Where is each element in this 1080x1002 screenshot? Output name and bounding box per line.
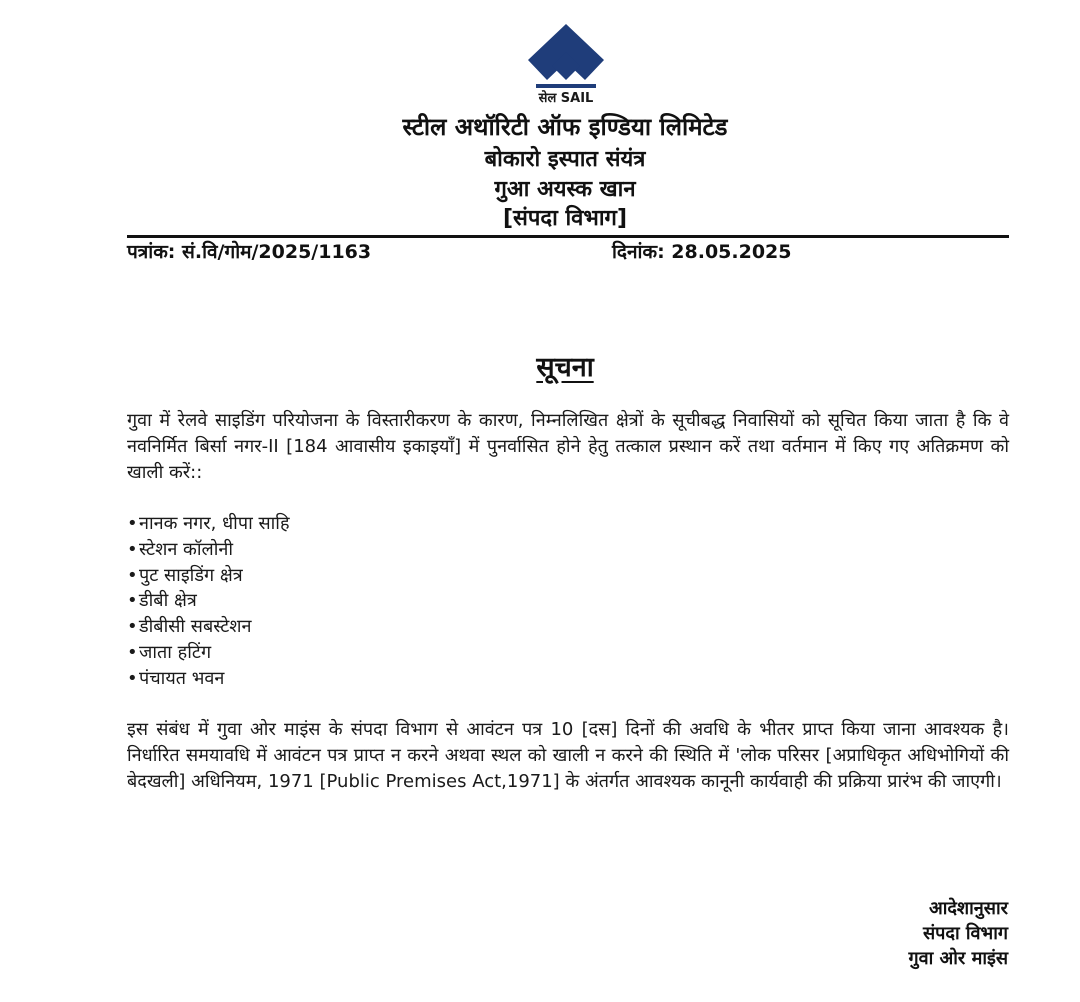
- department-name: [संपदा विभाग]: [503, 206, 627, 231]
- notice-intro-paragraph: गुवा में रेलवे साइडिंग परियोजना के विस्तारीकरण के कारण, निम्नलिखित क्षेत्रों के सूचीबद्ध निवासियों को सूचित किया जाता है कि वे नवनिर्मित बिर्सा नगर-II [184 आवासीय इकाइयाँ] में पुनर्वासित होने हेतु तत्काल प्रस्थान करें तथा वर्तमान में किए गए अतिक्रमण को खाली करें::: [127, 410, 1009, 483]
- signature-mines: गुवा ओर माइंस: [908, 948, 1008, 969]
- bullet-icon: •: [127, 538, 138, 560]
- letter-date: दिनांक: 28.05.2025: [612, 241, 792, 263]
- logo-caption: सेल SAIL: [538, 91, 594, 106]
- list-item: [127, 640, 290, 666]
- sail-logo-icon: [528, 22, 604, 90]
- bullet-icon: •: [127, 616, 138, 638]
- plant-name: बोकारो इस्पात संयंत्र: [484, 147, 646, 172]
- signature-order: आदेशानुसार: [928, 898, 1008, 919]
- area-name: स्टेशन कॉलोनी: [139, 538, 234, 560]
- notice-body-paragraph: इस संबंध में गुवा ओर माइंस के संपदा विभाग से आवंटन पत्र 10 [दस] दिनों की अवधि के भीतर प्राप्त किया जाना आवश्यक है। निर्धारित समयावधि में आवंटन पत्र प्राप्त न करने अथवा स्थल को खाली न करने की स्थिति में 'लोक परिसर [अप्राधिकृत अधिभोगियों की बेदखली] अधिनियम, 1971 [Public Premises Act,1971] के अंतर्गत आवश्यक कानूनी कार्यवाही की प्रक्रिया प्रारंभ की जाएगी।: [127, 719, 1009, 792]
- bullet-icon: •: [127, 590, 138, 612]
- area-name: नानक नगर, धीपा साहि: [139, 513, 290, 534]
- area-list: [127, 511, 290, 692]
- list-item: [127, 537, 290, 563]
- area-name: डीबी क्षेत्र: [139, 590, 197, 612]
- letter-number: पत्रांक: सं.वि/गोम/2025/1163: [127, 241, 372, 263]
- area-name: पुट साइडिंग क्षेत्र: [139, 564, 243, 586]
- bullet-icon: •: [127, 513, 138, 534]
- list-item: [127, 614, 290, 640]
- mine-name: गुआ अयस्क खान: [494, 177, 636, 202]
- list-item: [127, 588, 290, 614]
- list-item: [127, 563, 290, 589]
- bullet-icon: •: [127, 667, 138, 689]
- list-item: [127, 666, 290, 692]
- area-name: डीबीसी सबस्टेशन: [139, 616, 252, 638]
- company-name: स्टील अथॉरिटी ऑफ इण्डिया लिमिटेड: [402, 113, 728, 141]
- area-name: जाता हटिंग: [139, 641, 212, 663]
- area-name: पंचायत भवन: [139, 667, 225, 689]
- bullet-icon: •: [127, 641, 138, 663]
- signature-department: संपदा विभाग: [923, 923, 1008, 944]
- bullet-icon: •: [127, 564, 138, 586]
- list-item: [127, 511, 290, 537]
- notice-title: सूचना: [536, 352, 594, 383]
